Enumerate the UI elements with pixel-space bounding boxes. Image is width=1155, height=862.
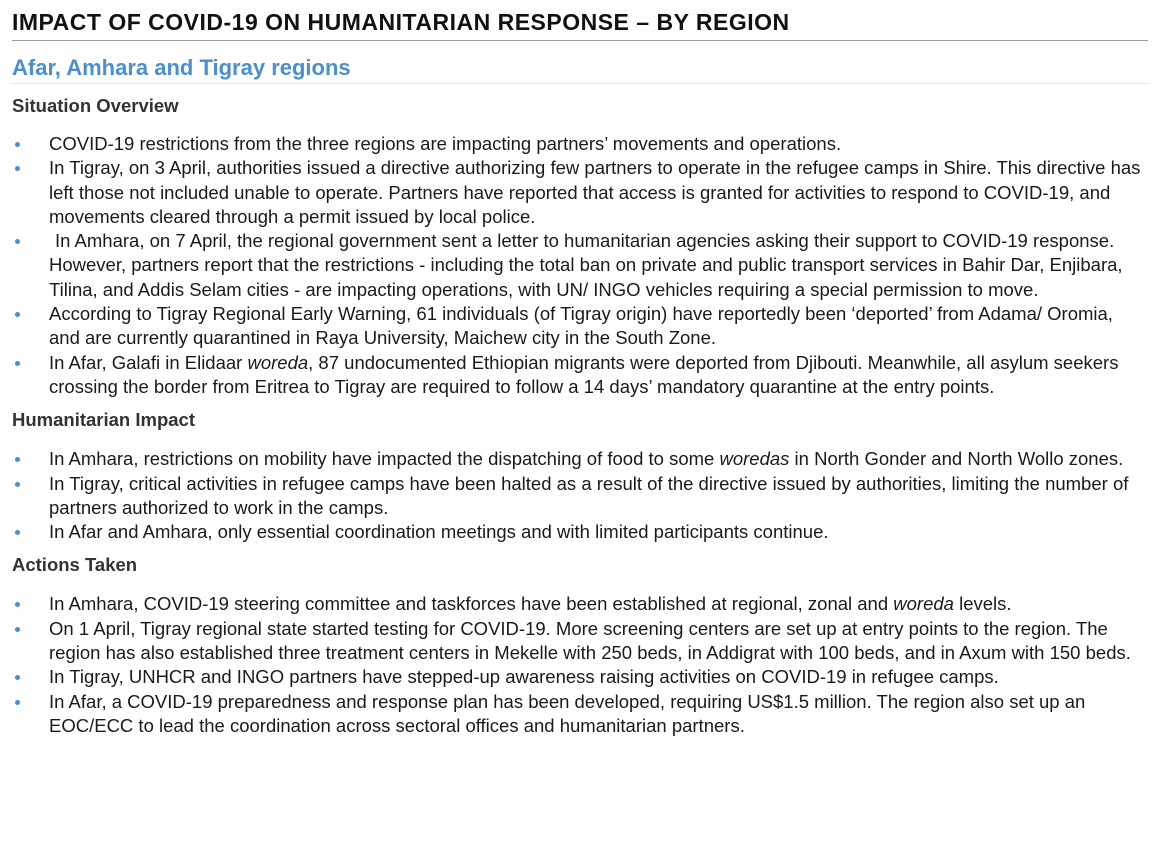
bullet-icon [15, 142, 20, 147]
page-title: IMPACT OF COVID-19 ON HUMANITARIAN RESPONSE – BY REGION [12, 8, 1148, 41]
list-item [12, 229, 1148, 302]
list-item [12, 472, 1148, 521]
list-item-text: In Afar, a COVID-19 preparedness and response plan has been developed, requiring US$1.5 million. The region also set up an EOC/ECC to lead the coordination across sectoral offices and humanitarian partners. [49, 690, 1086, 736]
region-title: Afar, Amhara and Tigray regions [12, 55, 1148, 84]
bullet-icon [15, 700, 20, 705]
list-item [12, 520, 1148, 544]
list-item [12, 447, 1148, 471]
bullet-icon [15, 482, 20, 487]
section-heading: Actions Taken [12, 554, 138, 576]
list-item-emphasis: woreda [893, 593, 954, 615]
list-item [12, 132, 1148, 156]
bullet-icon [15, 675, 20, 680]
list-item-text-end: in North Gonder and North Wollo zones. [789, 448, 1124, 470]
list-item-text-start: In Amhara, restrictions on mobility have impacted the dispatching of food to some [49, 448, 720, 470]
list-item [12, 592, 1148, 616]
bullet-icon [15, 530, 20, 535]
list-item [12, 302, 1148, 351]
list-item-text: In Tigray, UNHCR and INGO partners have stepped-up awareness raising activities on COVID-19 in refugee camps. [49, 666, 999, 688]
list-item-text-end: , 87 undocumented Ethiopian migrants were deported from Djibouti. Meanwhile, all asylum seekers crossing the border from Eritrea to Tigray are required to follow a 14 days’ mandatory quarantine at the entry points. [49, 351, 1119, 397]
bullet-list [12, 592, 1148, 738]
list-item-text-start: In Amhara, COVID-19 steering committee and taskforces have been established at regional, zonal and [49, 593, 894, 615]
section-actions-taken [12, 554, 1148, 738]
list-item-emphasis: woreda [247, 351, 309, 373]
bullet-icon [15, 166, 20, 171]
list-item-text: In Tigray, critical activities in refugee camps have been halted as a result of the directive issued by authorities, limiting the number of partners authorized to work in the camps. [49, 472, 1129, 518]
list-item [12, 351, 1148, 400]
bullet-list [12, 447, 1148, 544]
list-item-text: In Amhara, on 7 April, the regional government sent a letter to humanitarian agencies asking their support to COVID-19 response. However, partners report that the restrictions - including the total ban on private and public transport services in Bahir Dar, Enjibara, Tilina, and Addis Selam cities - are impacting operations, with UN/ INGO vehicles requiring a special permission to move. [49, 230, 1123, 300]
bullet-list [12, 132, 1148, 399]
list-item [12, 617, 1148, 666]
list-item-text-start: In Afar, Galafi in Elidaar [49, 351, 248, 373]
list-item-text: COVID-19 restrictions from the three regions are impacting partners’ movements and operations. [49, 133, 842, 154]
list-item-text: In Tigray, on 3 April, authorities issued a directive authorizing few partners to operate in the refugee camps in Shire. This directive has left those not included unable to operate. Partners have reported that access is granted for activities to respond to COVID-19, and movements cleared through a permit issued by local police. [49, 157, 1141, 227]
bullet-icon [15, 239, 20, 244]
section-situation-overview [12, 95, 1148, 399]
bullet-icon [15, 602, 20, 607]
section-humanitarian-impact [12, 409, 1148, 544]
list-item-emphasis: woredas [719, 448, 790, 470]
section-heading: Humanitarian Impact [12, 409, 195, 431]
list-item-text-end: levels. [953, 593, 1012, 615]
bullet-icon [15, 312, 20, 317]
list-item-text: In Afar and Amhara, only essential coordination meetings and with limited participants continue. [49, 521, 829, 543]
list-item [12, 690, 1148, 739]
bullet-icon [15, 361, 20, 366]
list-item [12, 156, 1148, 229]
list-item-text: According to Tigray Regional Early Warning, 61 individuals (of Tigray origin) have reportedly been ‘deported’ from Adama/ Oromia, and are currently quarantined in Raya University, Maichew city in the South Zone. [49, 303, 1113, 349]
section-heading: Situation Overview [12, 95, 179, 116]
bullet-icon [15, 457, 20, 462]
list-item [12, 665, 1148, 689]
list-item-text: On 1 April, Tigray regional state started testing for COVID-19. More screening centers are set up at entry points to the region. The region has also established three treatment centers in Mekelle with 250 beds, in Addigrat with 100 beds, and in Axum with 150 beds. [49, 617, 1131, 664]
document-page [12, 0, 1148, 738]
bullet-icon [15, 627, 20, 632]
